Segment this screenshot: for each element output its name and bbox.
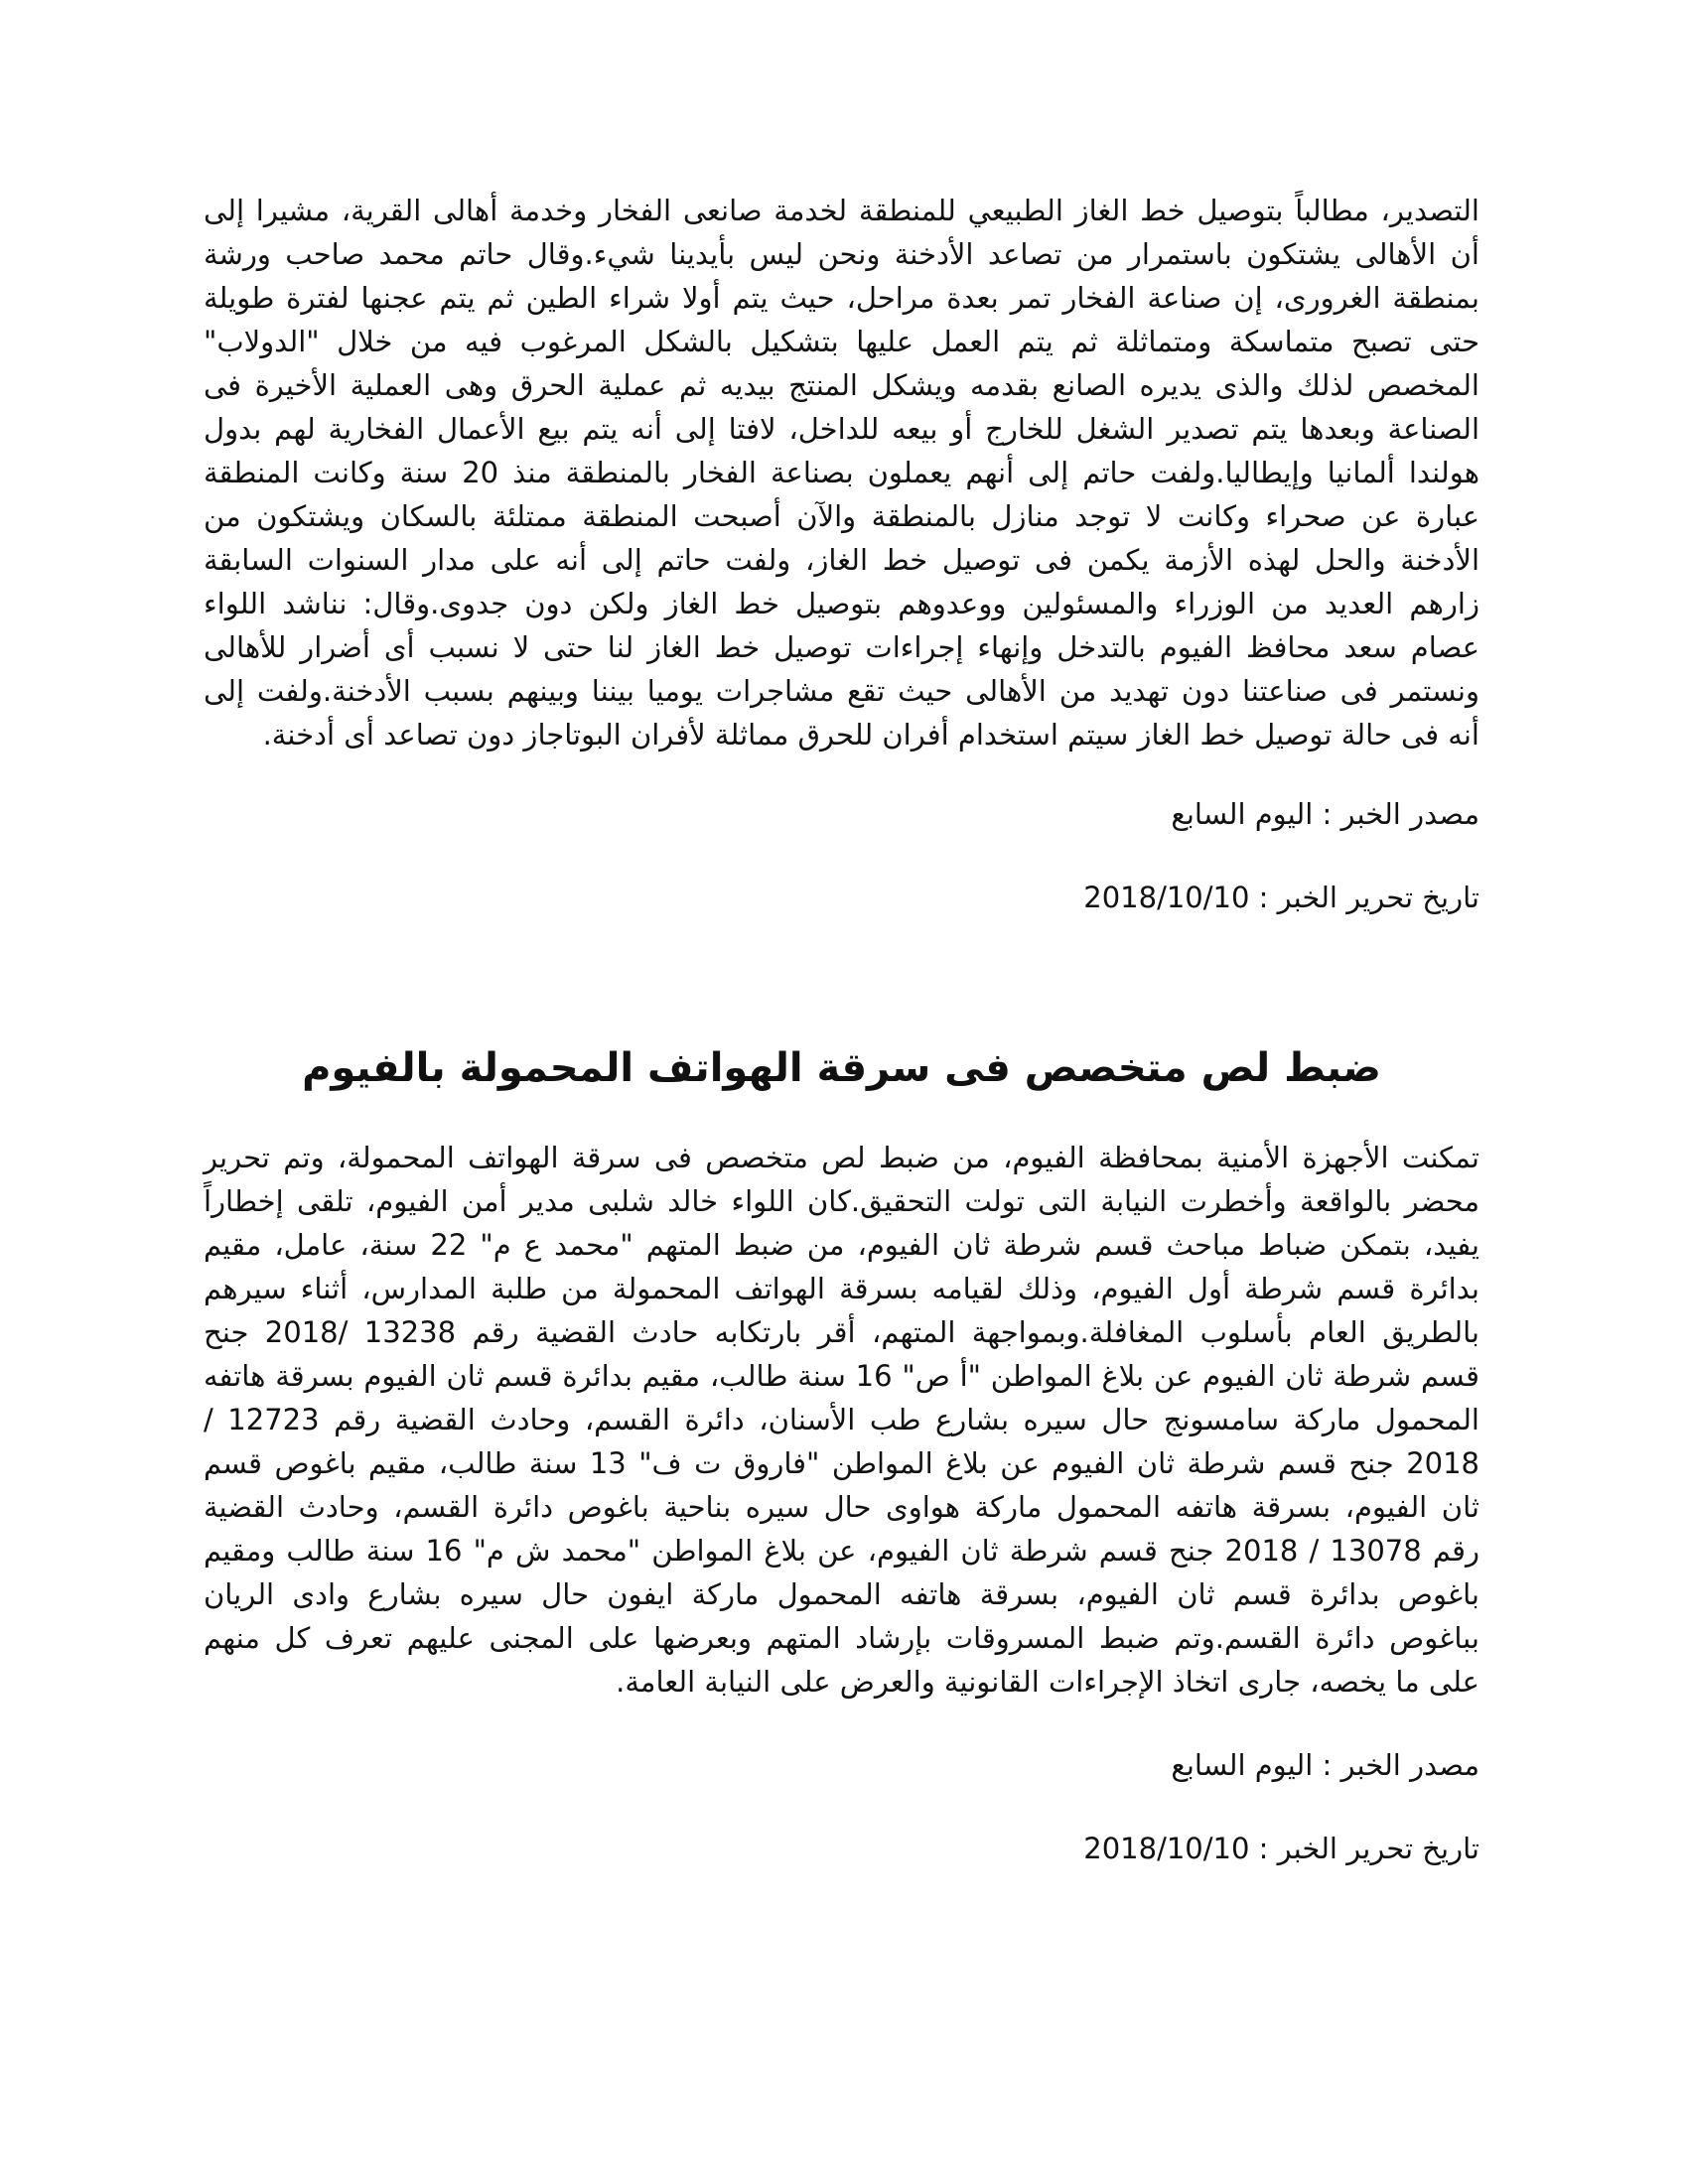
article-2-body: [204, 1136, 1479, 1704]
article-1-line: بمنطقة الغرورى، إن صناعة الفخار تمر بعدة مراحل، حيث يتم أولا شراء الطين ثم يتم عجنها لفترة طويلة: [204, 281, 1479, 315]
article-2-line: تمكنت الأجهزة الأمنية بمحافظة الفيوم، من ضبط لص متخصص فى سرقة الهواتف المحمولة، وتم تحرير: [204, 1141, 1479, 1174]
article-2-headline: ضبط لص متخصص فى سرقة الهواتف المحمولة بالفيوم: [302, 1045, 1381, 1091]
article-1-line: عبارة عن صحراء وكانت لا توجد منازل بالمنطقة والآن أصبحت المنطقة ممتلئة بالسكان ويشتكون من: [204, 499, 1479, 533]
article-2-line: رقم 13078 / 2018 جنح قسم شرطة ثان الفيوم، عن بلاغ المواطن "محمد ش م" 16 سنة طالب ومقيم: [204, 1534, 1479, 1568]
article-1-line: ونستمر فى صناعتنا دون تهديد من الأهالى حيث تقع مشاجرات يوميا بيننا وبينهم بسبب الأدخنة.ولفت إلى: [204, 674, 1479, 708]
article-1-body: [204, 189, 1479, 756]
article-1-line: زارهم العديد من الوزراء والمسئولين ووعدوهم بتوصيل خط الغاز ولكن دون جدوى.وقال: نناشد اللواء: [204, 587, 1479, 620]
article-1-line: أن الأهالى يشتكون باستمرار من تصاعد الأدخنة ونحن ليس بأيدينا شيء.وقال حاتم محمد صاحب ورشة: [204, 237, 1479, 271]
article-1-line: حتى تصبح متماسكة ومتماثلة ثم يتم العمل عليها بتشكيل بالشكل المرغوب فيه من خلال "الدولاب": [204, 325, 1479, 358]
article-1-date: تاريخ تحرير الخبر : 2018/10/10: [1083, 881, 1479, 914]
article-2-line: ثان الفيوم، بسرقة هاتفه المحمول ماركة هواوى حال سيره بناحية باغوص دائرة القسم، وحادث القضية: [204, 1490, 1479, 1524]
article-1-line: هولندا ألمانيا وإيطاليا.ولفت حاتم إلى أنهم يعملون بصناعة الفخار بالمنطقة منذ 20 سنة وكانت المنطقة: [204, 456, 1479, 489]
article-2-line: محضر بالواقعة وأخطرت النيابة التى تولت التحقيق.كان اللواء خالد شلبى مدير أمن الفيوم، تلقى إخطاراً: [204, 1184, 1479, 1218]
article-2-line: بالطريق العام بأسلوب المغافلة.وبمواجهة المتهم، أقر بارتكابه حادث القضية رقم 13238 /2018 جنح: [204, 1315, 1479, 1349]
article-1-line: الأدخنة والحل لهذه الأزمة يكمن فى توصيل خط الغاز، ولفت حاتم إلى أنه على مدار السنوات السابقة: [204, 543, 1479, 577]
article-2-source: مصدر الخبر : اليوم السابع: [1171, 1748, 1479, 1782]
article-1-line: الصناعة وبعدها يتم تصدير الشغل للخارج أو بيعه للداخل، لافتا إلى أنه يتم بيع الأعمال الفخارية لهم بدول: [204, 412, 1479, 446]
article-2-date: تاريخ تحرير الخبر : 2018/10/10: [1083, 1832, 1479, 1865]
document-page: [204, 189, 1479, 1870]
article-2-line: على ما يخصه، جارى اتخاذ الإجراءات القانونية والعرض على النيابة العامة.: [616, 1665, 1479, 1699]
article-1-line: التصدير، مطالباً بتوصيل خط الغاز الطبيعي للمنطقة لخدمة صانعى الفخار وخدمة أهالى القرية، مشيرا إلى: [204, 194, 1479, 227]
article-2-line: بباغوص دائرة القسم.وتم ضبط المسروقات بإرشاد المتهم وبعرضها على المجنى عليهم تعرف كل منهم: [204, 1621, 1479, 1655]
article-1-line: المخصص لذلك والذى يديره الصانع بقدمه ويشكل المنتج بيديه ثم عملية الحرق وهى العملية الأخيرة فى: [204, 368, 1479, 402]
article-1-line: أنه فى حالة توصيل خط الغاز سيتم استخدام أفران للحرق مماثلة لأفران البوتاجاز دون تصاعد أى أدخنة.: [262, 718, 1479, 751]
article-1-line: عصام سعد محافظ الفيوم بالتدخل وإنهاء إجراءات توصيل خط الغاز لنا حتى لا نسبب أى أضرار للأهالى: [204, 630, 1479, 664]
article-2-line: قسم شرطة ثان الفيوم عن بلاغ المواطن "أ ص" 16 سنة طالب، مقيم بدائرة قسم ثان الفيوم بسرقة هاتفه: [204, 1359, 1479, 1393]
article-2-line: 2018 جنح قسم شرطة ثان الفيوم عن بلاغ المواطن "فاروق ت ف" 13 سنة طالب، مقيم باغوص قسم: [204, 1446, 1479, 1480]
article-2-line: يفيد، بتمكن ضباط مباحث قسم شرطة ثان الفيوم، من ضبط المتهم "محمد ع م" 22 سنة، عامل، مقيم: [204, 1228, 1479, 1262]
article-1-source: مصدر الخبر : اليوم السابع: [1171, 797, 1479, 831]
article-2-line: بدائرة قسم شرطة أول الفيوم، وذلك لقيامه بسرقة الهواتف المحمولة من طلبة المدارس، أثناء سيرهم: [204, 1272, 1479, 1305]
article-2-line: باغوص بدائرة قسم ثان الفيوم، بسرقة هاتفه المحمول ماركة ايفون حال سيره بشارع وادى الريان: [204, 1577, 1479, 1611]
article-2-line: المحمول ماركة سامسونج حال سيره بشارع طب الأسنان، دائرة القسم، وحادث القضية رقم 12723 /: [204, 1403, 1479, 1436]
